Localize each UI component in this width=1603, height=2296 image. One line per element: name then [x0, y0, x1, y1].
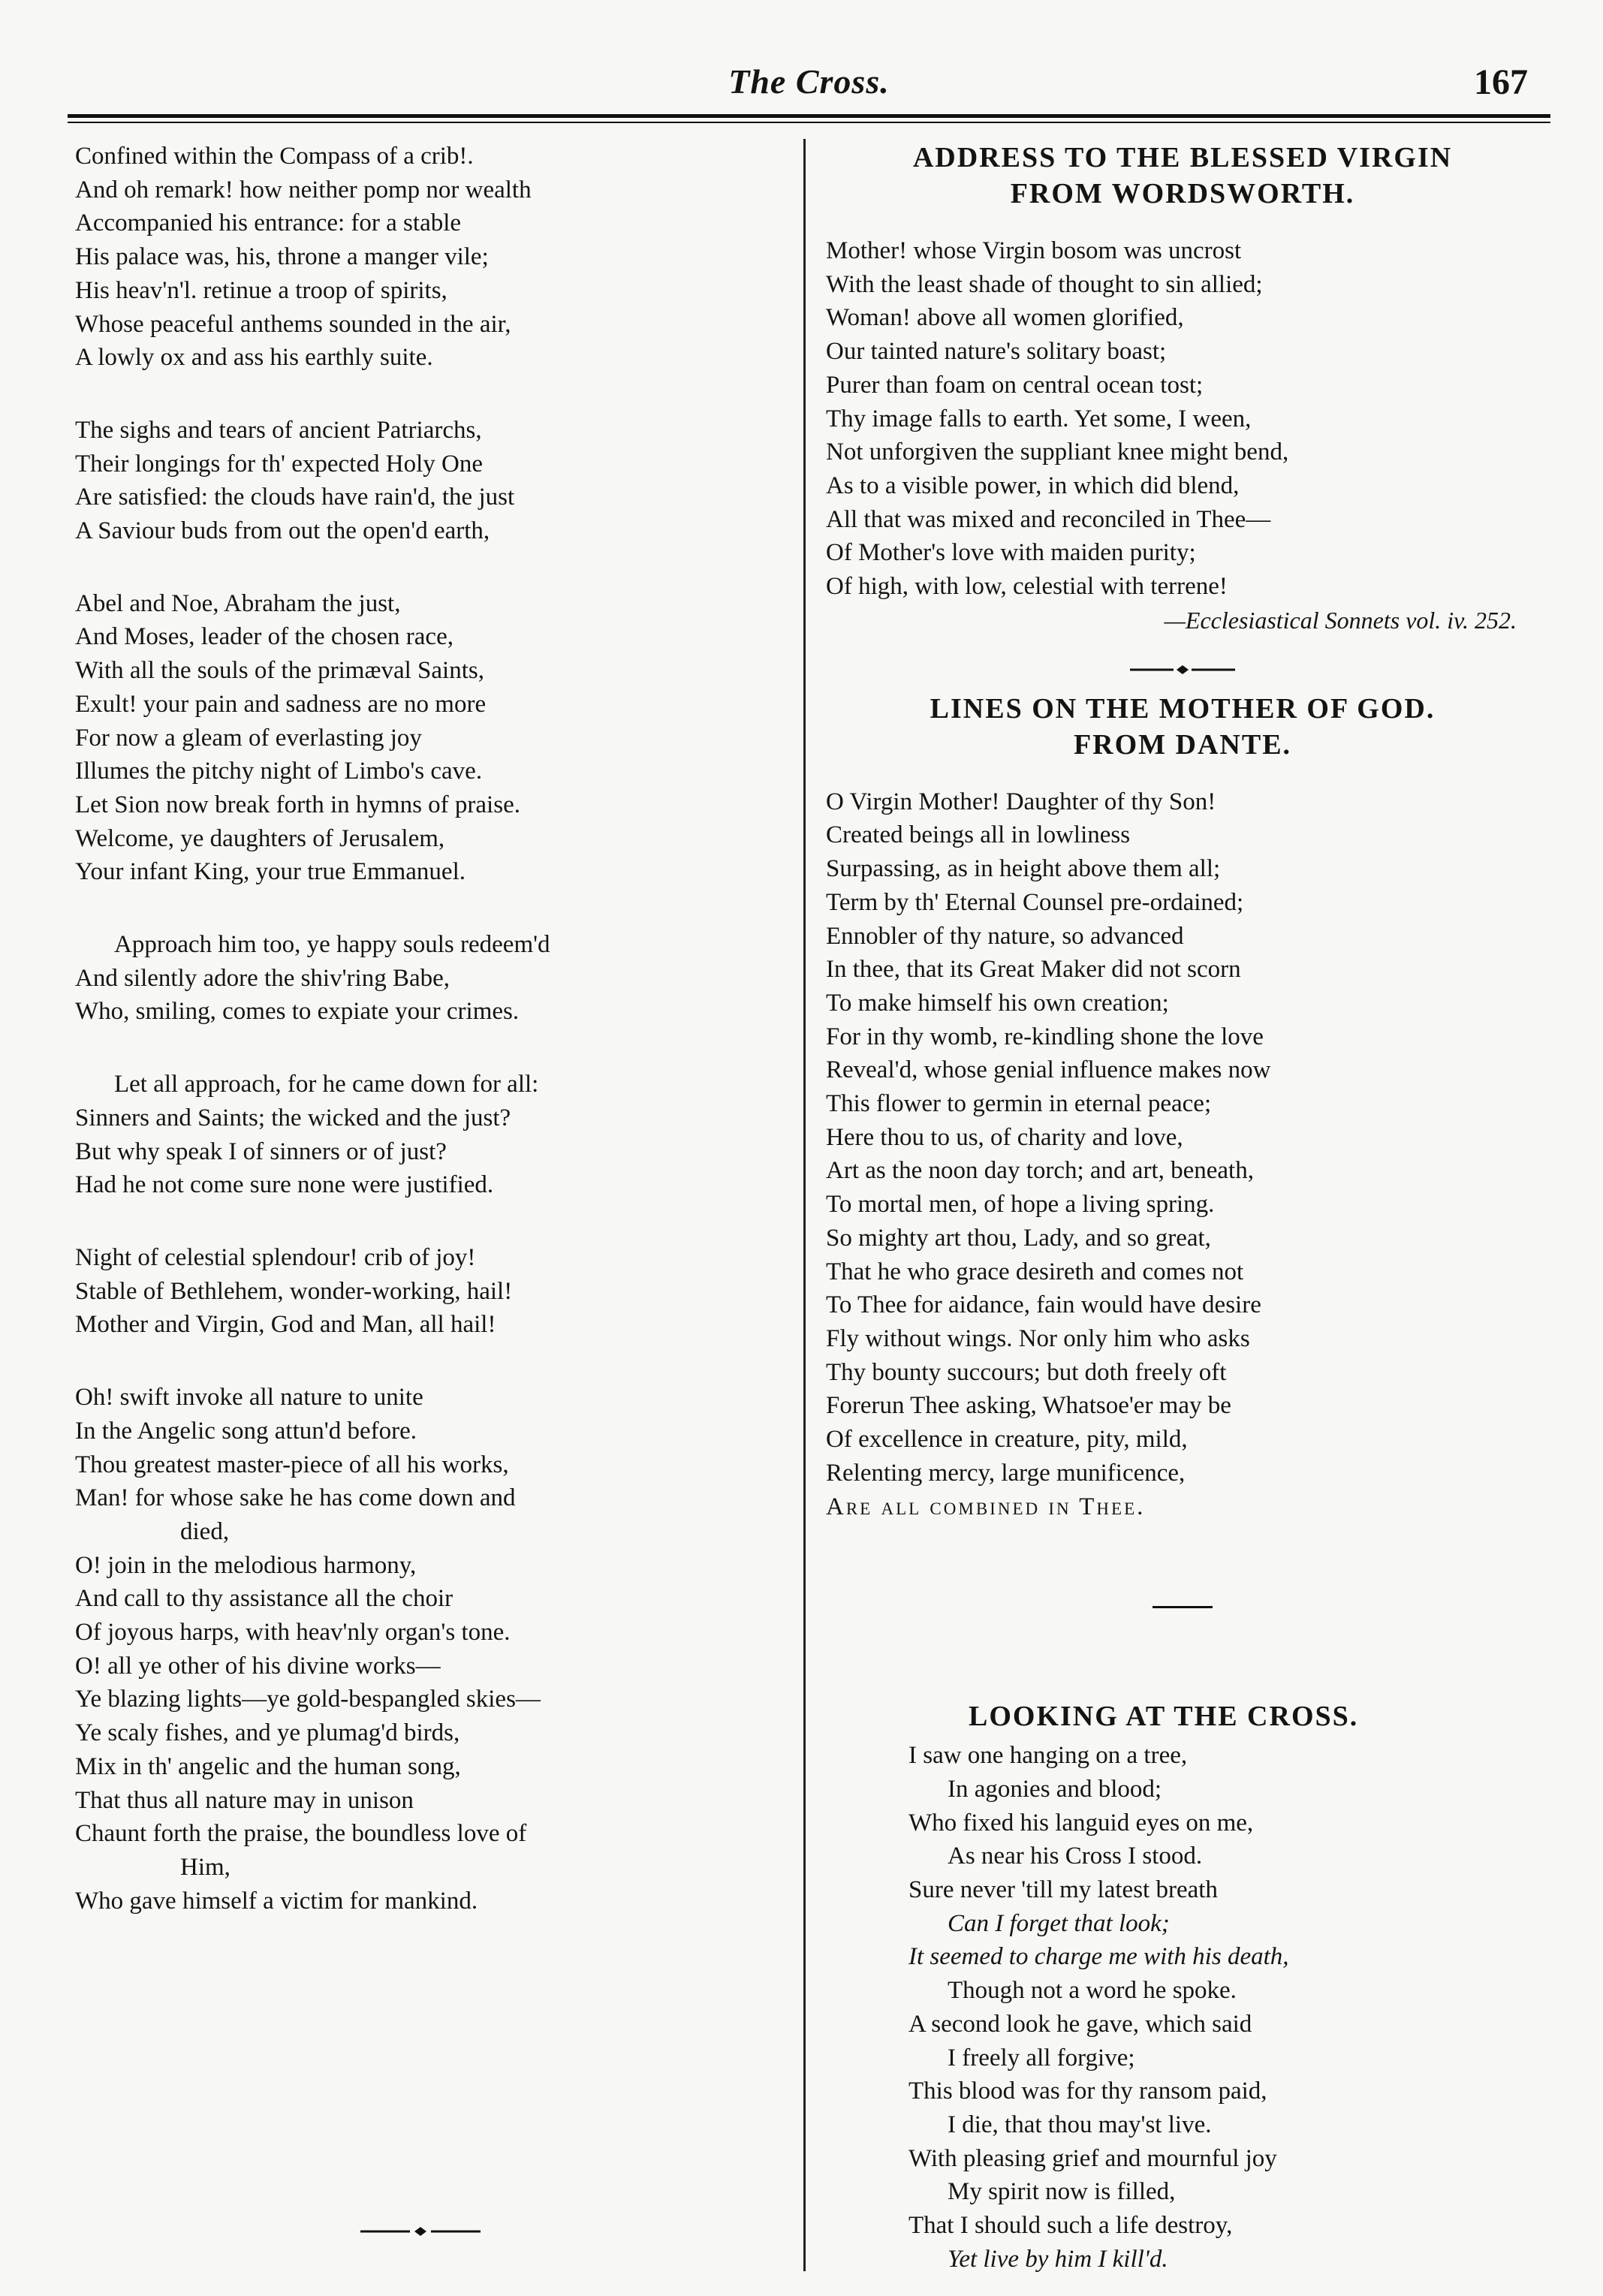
verse-line: Him, — [180, 1853, 231, 1881]
verse-line: Approach him too, ye happy souls redeem'd — [114, 931, 550, 959]
verse-line: A lowly ox and ass his earthly suite. — [75, 344, 433, 372]
address-poem-lines — [826, 234, 1539, 604]
verse-line: Woman! above all women glorified, — [826, 304, 1184, 332]
verse-line: Ennobler of thy nature, so advanced — [826, 922, 1184, 950]
verse-line: Reveal'd, whose genial influence makes now — [826, 1056, 1271, 1084]
address-poem-title-1: ADDRESS TO THE BLESSED VIRGIN — [912, 142, 1453, 173]
address-poem — [826, 140, 1539, 637]
page-number: 167 — [1474, 62, 1528, 102]
verse-line: A Saviour buds from out the open'd earth, — [75, 517, 490, 545]
verse-line: Let Sion now break forth in hymns of praise. — [75, 791, 520, 818]
verse-line: Who gave himself a victim for mankind. — [75, 1887, 478, 1915]
verse-line: A second look he gave, which said — [908, 2010, 1252, 2038]
verse-line: I freely all forgive; — [948, 2044, 1135, 2072]
verse-line: Art as the noon day torch; and art, beneath, — [826, 1157, 1254, 1185]
verse-line: In the Angelic song attun'd before. — [75, 1417, 417, 1445]
section-rule — [1153, 1606, 1213, 1608]
verse-line: Our tainted nature's solitary boast; — [826, 338, 1167, 366]
cross-poem-lines — [908, 1739, 1539, 2276]
verse-line: Night of celestial splendour! crib of joy! — [75, 1243, 476, 1271]
verse-line: Of excellence in creature, pity, mild, — [826, 1426, 1188, 1454]
verse-line: Though not a word he spoke. — [948, 1977, 1237, 2005]
verse-line: Created beings all in lowliness — [826, 821, 1131, 849]
header-rule-thick — [68, 114, 1550, 118]
dante-poem-lines — [826, 785, 1539, 1490]
stanza — [75, 1241, 788, 1342]
verse-line: As to a visible power, in which did blend, — [826, 472, 1240, 499]
verse-line: As near his Cross I stood. — [948, 1843, 1203, 1870]
page-header — [68, 45, 1550, 128]
stanza — [75, 140, 788, 375]
verse-line: This blood was for thy ransom paid, — [908, 2078, 1267, 2105]
verse-line: I die, that thou may'st live. — [948, 2111, 1212, 2138]
verse-line: Let all approach, for he came down for all: — [114, 1071, 539, 1098]
verse-line: I saw one hanging on a tree, — [908, 1742, 1188, 1770]
column-divider — [803, 139, 806, 2271]
verse-line: O! join in the melodious harmony, — [75, 1551, 417, 1579]
verse-line: Relenting mercy, large munificence, — [826, 1459, 1186, 1487]
verse-line: That thus all nature may in unison — [75, 1786, 414, 1814]
verse-line: Of joyous harps, with heav'nly organ's tone. — [75, 1619, 511, 1647]
verse-line: And call to thy assistance all the choir — [75, 1585, 453, 1613]
verse-line: Ye blazing lights—ye gold-bespangled skies— — [75, 1686, 541, 1713]
verse-line: This flower to germin in eternal peace; — [826, 1090, 1212, 1118]
verse-line: Thou greatest master-piece of all his works, — [75, 1451, 509, 1478]
running-title: The Cross. — [728, 62, 890, 101]
verse-line: All that was mixed and reconciled in Thee— — [826, 505, 1271, 533]
verse-line: Of high, with low, celestial with terrene! — [826, 573, 1228, 601]
verse-line: Their longings for th' expected Holy One — [75, 450, 483, 478]
verse-line: With the least shade of thought to sin allied; — [826, 270, 1263, 298]
verse-line: The sighs and tears of ancient Patriarchs, — [75, 416, 482, 444]
left-column — [75, 140, 788, 1957]
verse-line: Whose peaceful anthems sounded in the air, — [75, 310, 511, 338]
verse-line: For now a gleam of everlasting joy — [75, 724, 422, 752]
verse-line: Abel and Noe, Abraham the just, — [75, 589, 401, 617]
verse-line: To mortal men, of hope a living spring. — [826, 1191, 1215, 1219]
bottom-ornament-icon — [360, 2225, 481, 2237]
verse-line: Purer than foam on central ocean tost; — [826, 371, 1204, 399]
verse-line: Mother! whose Virgin bosom was uncrost — [826, 237, 1242, 264]
verse-line: But why speak I of sinners or of just? — [75, 1137, 447, 1165]
verse-line: Ye scaly fishes, and ye plumag'd birds, — [75, 1719, 460, 1747]
verse-line: O! all ye other of his divine works— — [75, 1652, 441, 1680]
verse-line: To make himself his own creation; — [826, 989, 1169, 1017]
dante-poem-title-2: FROM DANTE. — [1073, 728, 1292, 761]
verse-line: Of Mother's love with maiden purity; — [826, 539, 1196, 567]
cross-poem — [826, 1698, 1539, 2276]
address-poem-source: —Ecclesiastical Sonnets vol. iv. 252. — [1164, 606, 1517, 634]
verse-line: So mighty art thou, Lady, and so great, — [826, 1224, 1211, 1252]
dante-poem-title-1: LINES ON THE MOTHER OF GOD. — [930, 692, 1436, 725]
verse-line: Forerun Thee asking, Whatsoe'er may be — [826, 1392, 1231, 1420]
header-rule-thin — [68, 122, 1550, 123]
verse-line: Term by th' Eternal Counsel pre-ordained; — [826, 888, 1244, 916]
verse-line: Mix in th' angelic and the human song, — [75, 1752, 461, 1780]
stanza — [75, 587, 788, 889]
stanza — [75, 414, 788, 548]
verse-line: Exult! your pain and sadness are no more — [75, 690, 487, 718]
verse-line: With pleasing grief and mournful joy — [908, 2144, 1277, 2172]
verse-line: And oh remark! how neither pomp nor wealth — [75, 176, 532, 203]
dante-poem — [826, 691, 1539, 1523]
verse-line: His palace was, his, throne a manger vile; — [75, 243, 489, 271]
verse-line: That I should such a life destroy, — [908, 2212, 1233, 2240]
verse-line: Illumes the pitchy night of Limbo's cave. — [75, 758, 483, 785]
verse-line: Your infant King, your true Emmanuel. — [75, 858, 466, 886]
verse-line: In agonies and blood; — [948, 1775, 1162, 1803]
verse-line: Thy bounty succours; but doth freely oft — [826, 1358, 1227, 1386]
verse-line: And silently adore the shiv'ring Babe, — [75, 964, 450, 992]
verse-line: That he who grace desireth and comes not — [826, 1258, 1244, 1285]
verse-line: Can I forget that look; — [948, 1909, 1170, 1937]
verse-line: Who, smiling, comes to expiate your crimes. — [75, 998, 520, 1026]
verse-line: To Thee for aidance, fain would have desire — [826, 1291, 1261, 1319]
verse-line: Yet live by him I kill'd. — [948, 2245, 1168, 2273]
verse-line: Sinners and Saints; the wicked and the just? — [75, 1104, 511, 1131]
address-poem-title-2: FROM WORDSWORTH. — [1010, 178, 1355, 209]
verse-line: Stable of Bethlehem, wonder-working, hail! — [75, 1277, 513, 1305]
verse-line: died, — [180, 1517, 230, 1545]
stanza — [75, 1068, 788, 1202]
verse-line: O Virgin Mother! Daughter of thy Son! — [826, 788, 1216, 815]
verse-line: Welcome, ye daughters of Jerusalem, — [75, 824, 445, 852]
dante-poem-last-line: Are all combined in Thee. — [826, 1493, 1146, 1520]
cross-poem-title: LOOKING AT THE CROSS. — [969, 1701, 1359, 1733]
verse-line: My spirit now is filled, — [948, 2178, 1176, 2206]
verse-line: Accompanied his entrance: for a stable — [75, 209, 462, 237]
verse-line: Who fixed his languid eyes on me, — [908, 1809, 1254, 1836]
verse-line: Not unforgiven the suppliant knee might bend, — [826, 438, 1289, 466]
verse-line: For in thy womb, re-kindling shone the love — [826, 1023, 1264, 1050]
verse-line: Had he not come sure none were justified. — [75, 1171, 494, 1199]
verse-line: With all the souls of the primæval Saints, — [75, 657, 484, 685]
verse-line: And Moses, leader of the chosen race, — [75, 623, 453, 651]
verse-line: It seemed to charge me with his death, — [908, 1943, 1289, 1971]
verse-line: Sure never 'till my latest breath — [908, 1876, 1218, 1904]
verse-line: Confined within the Compass of a crib!. — [75, 143, 474, 170]
verse-line: Man! for whose sake he has come down and — [75, 1484, 516, 1512]
verse-line: His heav'n'l. retinue a troop of spirits, — [75, 276, 447, 304]
verse-line: Here thou to us, of charity and love, — [826, 1123, 1183, 1151]
verse-line: Thy image falls to earth. Yet some, I ween, — [826, 405, 1252, 432]
ornament-divider-icon — [1130, 664, 1235, 676]
verse-line: Are satisfied: the clouds have rain'd, the just — [75, 484, 515, 511]
stanza — [75, 928, 788, 1029]
verse-line: In thee, that its Great Maker did not scorn — [826, 956, 1241, 984]
verse-line: Oh! swift invoke all nature to unite — [75, 1384, 423, 1412]
verse-line: Chaunt forth the praise, the boundless love of — [75, 1820, 527, 1848]
verse-line: Mother and Virgin, God and Man, all hail! — [75, 1311, 496, 1339]
verse-line: Surpassing, as in height above them all; — [826, 855, 1221, 883]
right-column — [826, 140, 1539, 2276]
stanza — [75, 1381, 788, 1918]
verse-line: Fly without wings. Nor only him who asks — [826, 1324, 1250, 1352]
